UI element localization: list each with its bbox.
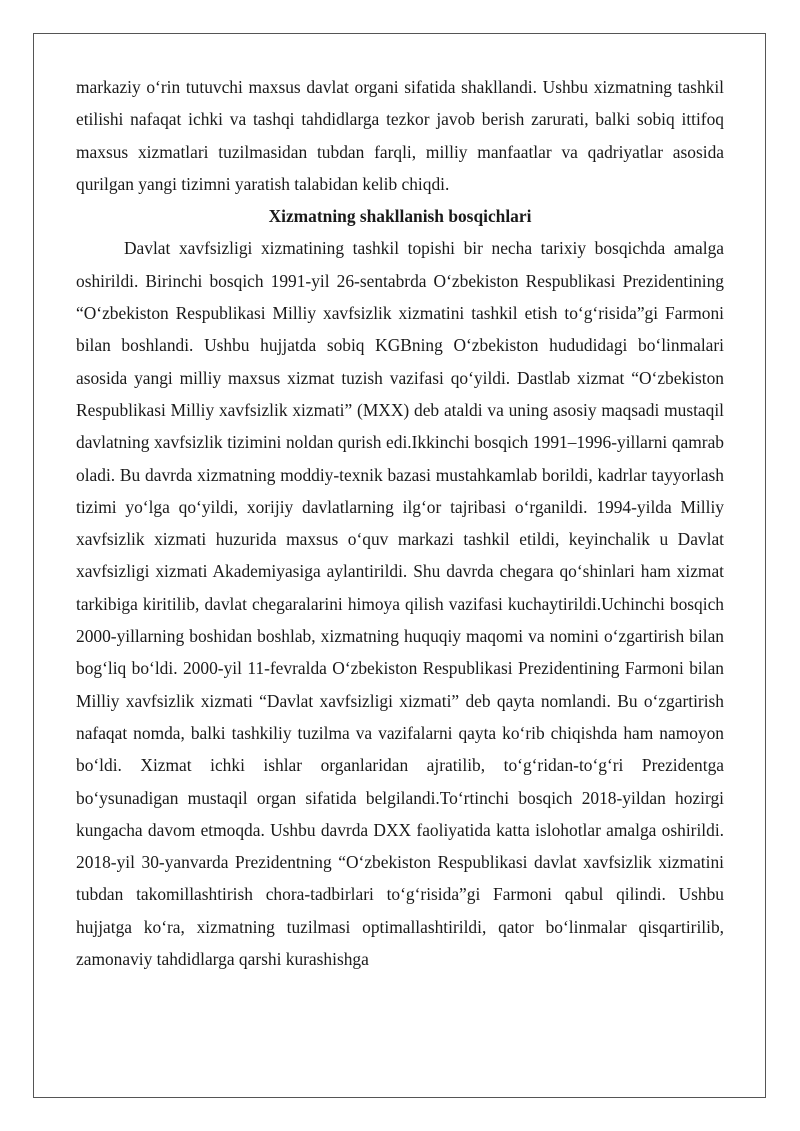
intro-paragraph: markaziy o‘rin tutuvchi maxsus davlat organi sifatida shakllandi. Ushbu xizmatning tashkil etilishi nafaqat ichki va tashqi tahdidlarga tezkor javob berish zarurati, balki sobiq ittifoq maxsus xizmatlari tuzilmasidan tubdan farqli, milliy manfaatlar va qadriyatlar asosida qurilgan yangi tizimni yaratish talabidan kelib chiqdi. — [76, 77, 724, 194]
section-heading: Xizmatning shakllanish bosqichlari — [268, 206, 532, 227]
main-paragraph: Davlat xavfsizligi xizmatining tashkil topishi bir necha tarixiy bosqichda amalga oshirildi. Birinchi bosqich 1991-yil 26-sentabrda O‘zbekiston Respublikasi Prezidentining “O‘zbekiston Respublikasi Milliy xavfsizlik xizmatini tashkil etish to‘g‘risida”gi Farmoni bilan boshlandi. Ushbu hujjatda sobiq KGBning O‘zbekiston hududidagi bo‘linmalari asosida yangi milliy maxsus xizmat tuzish vazifasi qo‘yildi. Dastlab xizmat “O‘zbekiston Respublikasi Milliy xavfsizlik xizmati” (MXX) deb ataldi va uning asosiy maqsadi mustaqil davlatning xavfsizlik tizimini noldan qurish edi.Ikkinchi bosqich 1991–1996-yillarni qamrab oladi. Bu davrda xizmatning moddiy-texnik bazasi mustahkamlab borildi, kadrlar tayyorlash tizimi yo‘lga qo‘yildi, xorijiy davlatlarning ilg‘or tajribasi o‘rganildi. 1994-yilda Milliy xavfsizlik xizmati huzurida maxsus o‘quv markazi tashkil etildi, keyinchalik u Davlat xavfsizligi xizmati Akademiyasiga aylantirildi. Shu davrda chegara qo‘shinlari ham xizmat tarkibiga kiritilib, davlat chegaralarini himoya qilish vazifasi kuchaytirildi.Uchinchi bosqich 2000-yillarning boshidan boshlab, xizmatning huquqiy maqomi va nomini o‘zgartirish bilan bog‘liq bo‘ldi. 2000-yil 11-fevralda O‘zbekiston Respublikasi Prezidentining Farmoni bilan Milliy xavfsizlik xizmati “Davlat xavfsizligi xizmati” deb qayta nomlandi. Bu o‘zgartirish nafaqat nomda, balki tashkiliy tuzilma va vazifalarni qayta ko‘rib chiqishda ham namoyon bo‘ldi. Xizmat ichki ishlar organlaridan ajratilib, to‘g‘ridan-to‘g‘ri Prezidentga bo‘ysunadigan mustaqil organ sifatida belgilandi.To‘rtinchi bosqich 2018-yildan hozirgi kungacha davom etmoqda. Ushbu davrda DXX faoliyatida katta islohotlar amalga oshirildi. 2018-yil 30-yanvarda Prezidentning “O‘zbekiston Respublikasi davlat xavfsizlik xizmatini tubdan takomillashtirish chora-tadbirlari to‘g‘risida”gi Farmoni qabul qilindi. Ushbu hujjatga ko‘ra, xizmatning tuzilmasi optimallashtirildi, qator bo‘linmalar qisqartirilib, zamonaviy tahdidlarga qarshi kurashishga — [76, 238, 724, 970]
document-body — [76, 71, 724, 975]
